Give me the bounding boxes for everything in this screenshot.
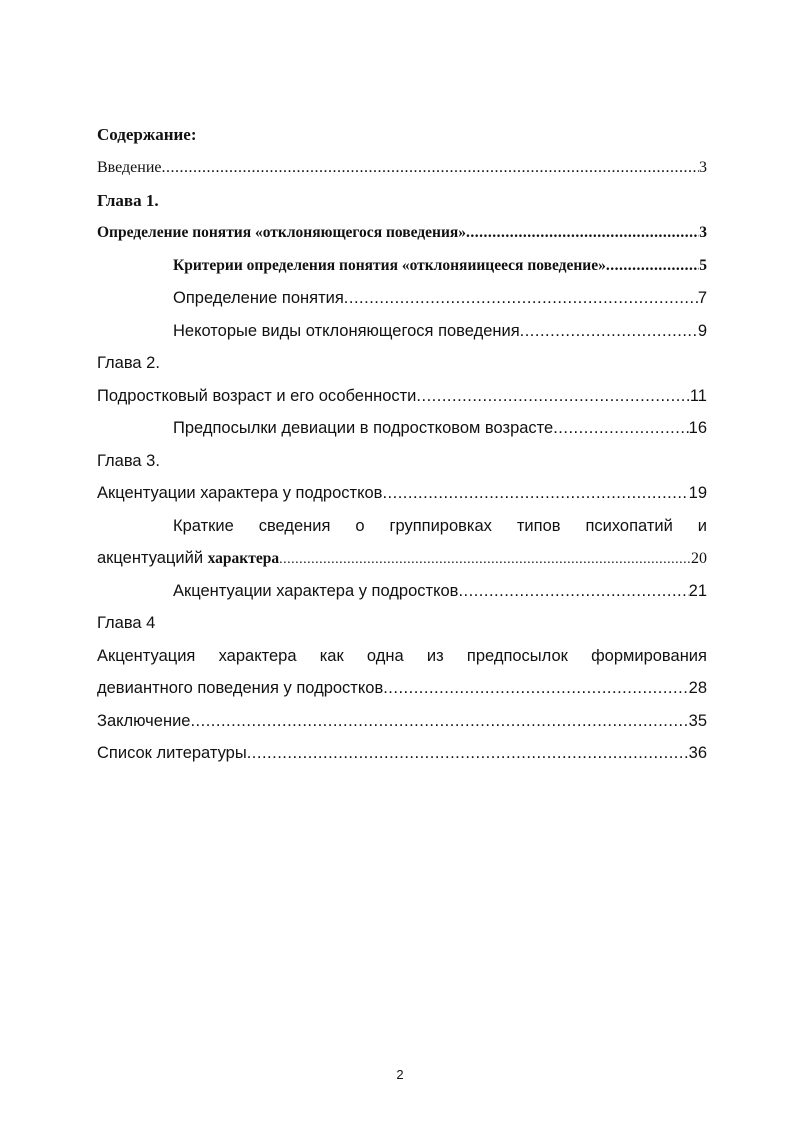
toc-entry-label: Список литературы: [97, 744, 247, 762]
toc-entry-ch1-s2[interactable]: [97, 282, 707, 315]
leader-dots: [382, 477, 688, 510]
word: сведения: [258, 516, 331, 535]
word: формирования: [591, 646, 707, 665]
toc-entry-label: Определение понятия: [173, 289, 344, 307]
word: и: [697, 516, 707, 535]
toc-entry-ch2-main[interactable]: [97, 380, 707, 413]
toc-entry-label: Заключение: [97, 711, 191, 730]
table-of-contents: [97, 118, 707, 770]
word: как: [319, 646, 344, 665]
toc-entry-label: Акцентуации характера у подростков: [97, 484, 383, 502]
chapter-heading-text: Глава 3.: [97, 451, 160, 470]
word: о: [355, 516, 365, 535]
label-part-bold: характера: [207, 550, 280, 567]
word: Краткие: [173, 516, 234, 535]
toc-entry-intro[interactable]: [97, 152, 707, 185]
toc-entry-ch1-s3[interactable]: [97, 315, 707, 348]
chapter-heading-text: Глава 2.: [97, 354, 160, 372]
word: психопатий: [585, 516, 673, 535]
leader-dots: [247, 737, 689, 770]
toc-entry-label: девиантного поведения у подростков: [97, 679, 384, 697]
label-part: акцентуацийй: [97, 549, 204, 567]
toc-entry-ch1-s1[interactable]: [97, 250, 707, 283]
toc-entry-label: [97, 542, 279, 576]
toc-entry-ch3-s2[interactable]: [97, 575, 707, 608]
leader-dots: [162, 152, 700, 185]
toc-entry-ch4-main-line1[interactable]: [97, 640, 707, 673]
toc-entry-conclusion[interactable]: [97, 705, 707, 738]
toc-entry-label: Акцентуации характера у подростков: [173, 581, 459, 600]
toc-entry-page: 7: [697, 289, 707, 307]
toc-entry-ch1-main[interactable]: [97, 217, 707, 250]
toc-entry-ch3-main[interactable]: [97, 477, 707, 510]
toc-entry-references[interactable]: [97, 737, 707, 770]
leader-dots: [458, 575, 688, 608]
leader-dots: [344, 282, 698, 315]
chapter-heading-text: Глава 4: [97, 614, 156, 632]
toc-entry-ch3-s1-line2[interactable]: [97, 542, 707, 575]
toc-entry-page: 3: [699, 159, 707, 176]
word: одна: [366, 646, 404, 665]
toc-entry-page: 20: [691, 550, 707, 567]
chapter-4-heading: [97, 607, 707, 640]
leader-dots: [520, 315, 698, 348]
leader-dots: [606, 250, 699, 283]
toc-entry-label: Подростковый возраст и его особенности: [97, 386, 417, 405]
toc-entry-label: Критерии определения понятия «отклоняиицееся поведение»: [173, 256, 606, 274]
toc-entry-label: Определение понятия «отклоняющегося поведения»: [97, 224, 467, 241]
word: типов: [516, 516, 561, 535]
word: из: [426, 646, 444, 665]
leader-dots: [279, 544, 691, 577]
chapter-3-heading: [97, 445, 707, 478]
word: Акцентуация: [97, 646, 196, 665]
toc-entry-page: 16: [688, 419, 707, 437]
toc-entry-page: 19: [688, 484, 707, 502]
toc-entry-page: 5: [699, 256, 707, 274]
toc-entry-label: Введение: [97, 159, 162, 176]
toc-entry-page: 21: [688, 581, 707, 600]
toc-title: Содержание:: [97, 125, 197, 144]
toc-entry-label: Предпосылки девиации в подростковом возрасте: [173, 419, 554, 437]
chapter-2-heading: [97, 347, 707, 380]
toc-entry-ch2-s1[interactable]: [97, 412, 707, 445]
toc-entry-label: Некоторые виды отклоняющегося поведения: [173, 321, 520, 340]
toc-entry-page: 9: [697, 321, 707, 340]
toc-entry-page: 28: [688, 679, 707, 697]
toc-entry-page: 11: [689, 386, 707, 405]
page-number: 2: [396, 1067, 404, 1082]
toc-entry-page: 3: [699, 224, 707, 241]
leader-dots: [190, 705, 688, 738]
toc-entry-page: 36: [688, 744, 707, 762]
chapter-1-heading: Глава 1.: [97, 190, 159, 210]
leader-dots: [416, 380, 689, 413]
word: группировках: [389, 516, 492, 535]
leader-dots: [466, 217, 699, 250]
toc-entry-ch3-s1-line1[interactable]: [97, 510, 707, 543]
word: предпосылок: [466, 646, 568, 665]
toc-entry-page: 35: [688, 711, 707, 730]
toc-entry-ch4-main-line2[interactable]: [97, 672, 707, 705]
leader-dots: [553, 412, 688, 445]
word: характера: [218, 646, 297, 665]
leader-dots: [383, 672, 688, 705]
